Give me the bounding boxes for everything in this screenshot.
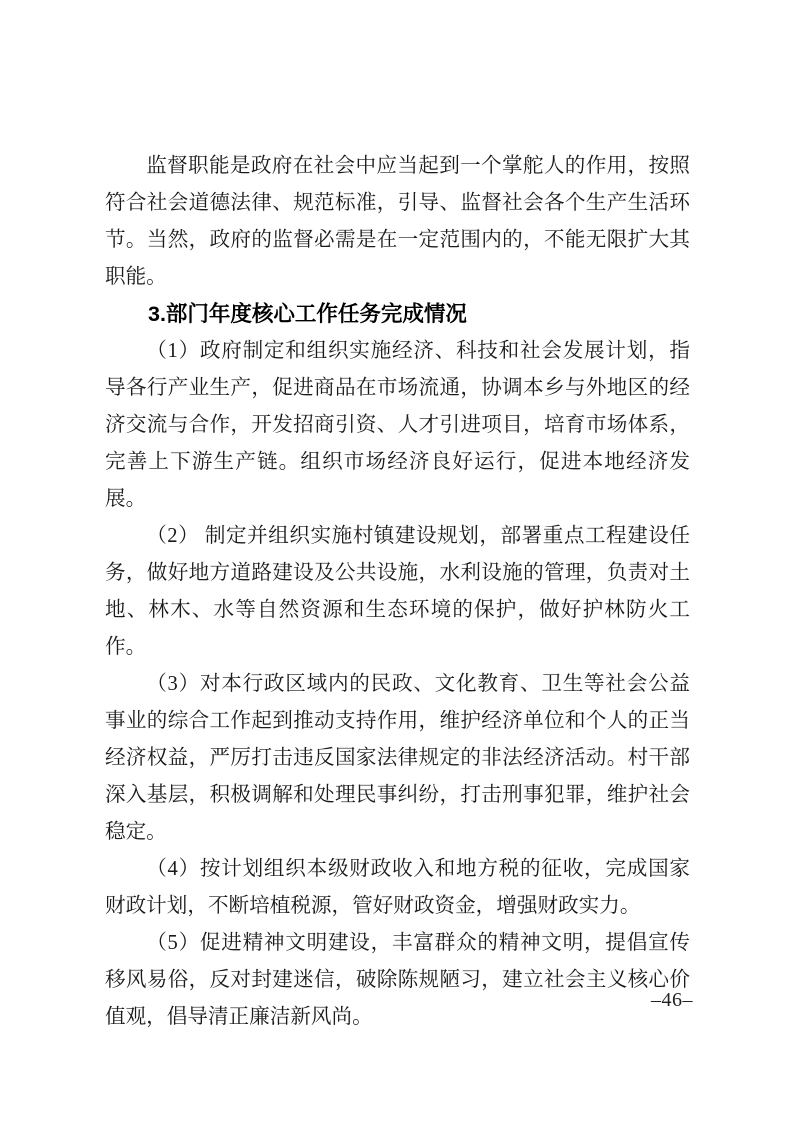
page-number: –46– <box>651 989 693 1011</box>
paragraph-supervision-function: 监督职能是政府在社会中应当起到一个掌舵人的作用，按照符合社会道德法律、规范标准，引导、监督社会各个生产生活环节。当然，政府的监督必需是在一定范围内的，不能无限扩大其职能。 <box>105 155 690 288</box>
section-heading-core-tasks: 3.部门年度核心工作任务完成情况 <box>148 302 467 326</box>
paragraph-task-5-civilization: （5）促进精神文明建设，丰富群众的精神文明，提倡宣传移风易俗，反对封建迷信，破除陈规陋习，建立社会主义核心价值观，倡导清正廉洁新风尚。 <box>105 932 690 1028</box>
paragraph-task-1-economy: （1）政府制定和组织实施经济、科技和社会发展计划，指导各行产业生产，促进商品在市场流通，协调本乡与外地区的经济交流与合作，开发招商引资、人才引进项目，培育市场体系，完善上下游生产链。组织市场经济良好运行，促进本地经济发展。 <box>105 340 690 510</box>
paragraph-task-4-finance: （4）按计划组织本级财政收入和地方税的征收，完成国家财政计划，不断培植税源，管好财政资金，增强财政实力。 <box>105 858 690 917</box>
paragraph-task-2-construction: （2） 制定并组织实施村镇建设规划，部署重点工程建设任务，做好地方道路建设及公共设施，水利设施的管理，负责对土地、林木、水等自然资源和生态环境的保护，做好护林防火工作。 <box>105 525 690 658</box>
paragraph-task-3-public-welfare: （3）对本行政区域内的民政、文化教育、卫生等社会公益事业的综合工作起到推动支持作用，维护经济单位和个人的正当经济权益，严厉打击违反国家法律规定的非法经济活动。村干部深入基层，积极调解和处理民事纠纷，打击刑事犯罪，维护社会稳定。 <box>105 673 690 843</box>
document-body <box>105 148 690 1036</box>
